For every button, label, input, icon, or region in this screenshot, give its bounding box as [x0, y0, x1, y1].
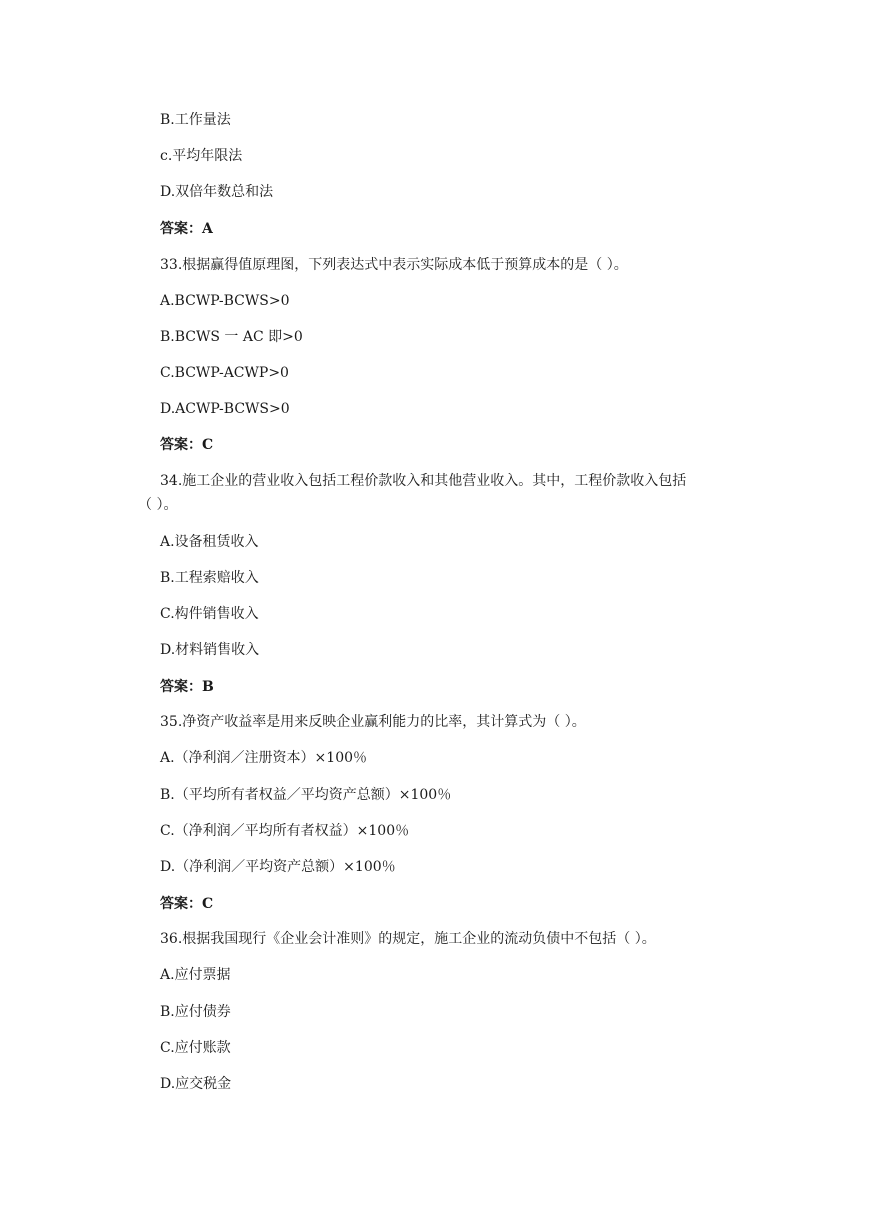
option-b-q33: B.BCWS 一 AC 即>0 [160, 329, 303, 345]
option-a-q36: A.应付票据 [160, 967, 231, 983]
option-a-q33: A.BCWP-BCWS>0 [160, 293, 290, 309]
option-d-q33: D.ACWP-BCWS>0 [160, 401, 290, 417]
option-a-q34: A.设备租赁收入 [160, 534, 259, 550]
option-c-q34: C.构件销售收入 [160, 606, 259, 622]
answer-q35: 答案：C [160, 896, 214, 912]
option-c-q35: C.（净利润／平均所有者权益）×100％ [160, 823, 410, 839]
question-33: 33.根据赢得值原理图，下列表达式中表示实际成本低于预算成本的是（ ）。 [160, 257, 628, 273]
option-c-q36: C.应付账款 [160, 1040, 231, 1056]
option-b-q32: B.工作量法 [160, 112, 231, 128]
question-35: 35.净资产收益率是用来反映企业赢利能力的比率，其计算式为（ ）。 [160, 714, 586, 730]
question-36: 36.根据我国现行《企业会计准则》的规定，施工企业的流动负债中不包括（ ）。 [160, 931, 656, 947]
answer-q32: 答案：A [160, 221, 213, 237]
answer-q33: 答案：C [160, 437, 214, 453]
option-c-q33: C.BCWP-ACWP>0 [160, 365, 289, 381]
option-b-q35: B.（平均所有者权益／平均资产总额）×100％ [160, 787, 452, 803]
question-34: 34.施工企业的营业收入包括工程价款收入和其他营业收入。其中，工程价款收入包括 [160, 473, 687, 489]
option-d-q34: D.材料销售收入 [160, 642, 260, 658]
option-b-q36: B.应付债券 [160, 1004, 231, 1020]
answer-q34: 答案：B [160, 679, 214, 695]
option-d-q35: D.（净利润／平均资产总额）×100％ [160, 859, 396, 875]
option-b-q34: B.工程索赔收入 [160, 570, 259, 586]
option-a-q35: A.（净利润／注册资本）×100％ [160, 750, 368, 766]
option-d-q32: D.双倍年数总和法 [160, 184, 274, 200]
question-34-continuation: （ ）。 [138, 497, 178, 513]
option-d-q36: D.应交税金 [160, 1076, 232, 1092]
option-c-q32: c.平均年限法 [160, 148, 243, 164]
